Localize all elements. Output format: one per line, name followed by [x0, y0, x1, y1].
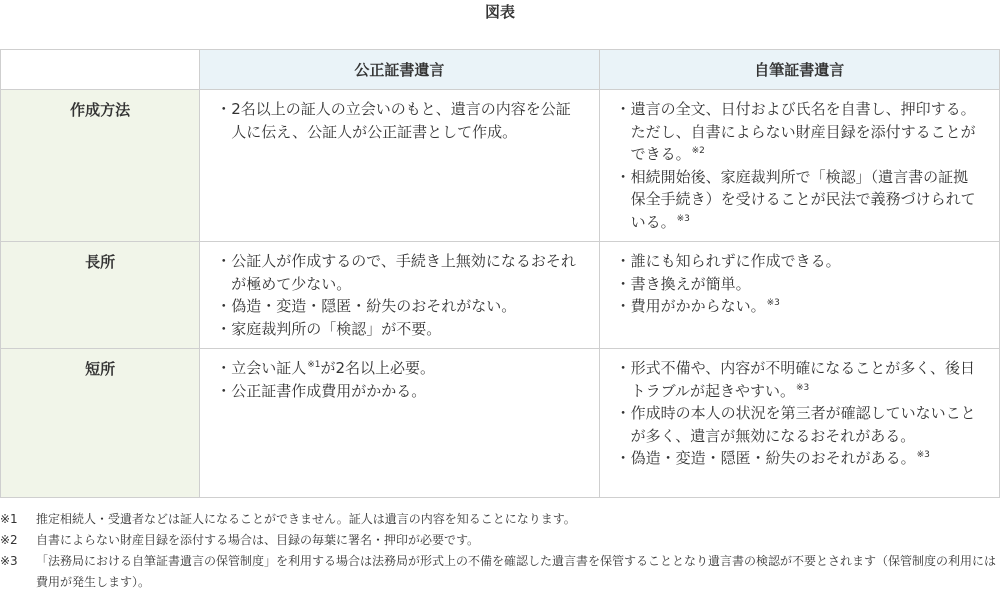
- list-item: ・ 偽造・変造・隠匿・紛失のおそれがない。: [220, 295, 576, 318]
- footnote-ref: ※3: [916, 450, 930, 460]
- comparison-table: [0, 49, 1000, 498]
- header-holographic-will: 自筆証書遺言: [599, 50, 999, 90]
- figure-title: 図表: [484, 3, 515, 21]
- list-item: ・ 家庭裁判所の「検認」が不要。: [220, 318, 576, 341]
- footnotes: [0, 509, 1000, 593]
- cell-method-holographic: [599, 90, 999, 242]
- list-item: ・ 書き換えが簡単。: [620, 273, 977, 296]
- footnote-3: ※3 「法務局における自筆証書遺言の保管制度」を利用する場合は法務局が形式上の不備を確認した遺言書を保管することとなり遺言書の検認が不要とされます（保管制度の利用には費用が発生します）。: [0, 554, 997, 589]
- footnote-ref: ※1: [307, 360, 321, 370]
- row-label-merits: 長所: [1, 242, 200, 349]
- header-row: [1, 50, 1000, 90]
- row-label-method: 作成方法: [1, 90, 200, 242]
- list-item: ・ 費用がかからない。$^{※3}$: [620, 295, 977, 318]
- list-item: ・ 偽造・変造・隠匿・紛失のおそれがある。$^{※3}$: [620, 447, 977, 470]
- list-item: ・ 公正証書作成費用がかかる。: [220, 380, 576, 403]
- list-item: ・ 遺言の全文、日付および氏名を自書し、押印する。ただし、自書によらない財産目録を添付することができる。$^{※2}$: [620, 98, 977, 166]
- cell-merits-holographic: [599, 242, 999, 349]
- table-row-merits: [1, 242, 1000, 349]
- footnote-2: ※2 自書によらない財産目録を添付する場合は、目録の毎葉に署名・押印が必要です。: [0, 533, 480, 547]
- footnote-ref: ※2: [691, 146, 705, 156]
- list-item: ・ 誰にも知られずに作成できる。: [620, 250, 977, 273]
- cell-merits-notary: [200, 242, 599, 349]
- table-row-method: [1, 90, 1000, 242]
- list-item: ・ 2名以上の証人の立会いのもと、遺言の内容を公証人に伝え、公証人が公正証書として作成。: [220, 98, 576, 143]
- footnote-1: ※1 推定相続人・受遺者などは証人になることができません。証人は遺言の内容を知ることになります。: [0, 512, 576, 526]
- cell-method-notary: [200, 90, 599, 242]
- list-item: ・ 立会い証人$^{※1}$が2名以上必要。: [220, 357, 576, 380]
- list-item: ・ 作成時の本人の状況を第三者が確認していないことが多く、遺言が無効になるおそれがある。: [620, 402, 977, 447]
- list-item: ・ 形式不備や、内容が不明確になることが多く、後日トラブルが起きやすい。$^{※3}$: [620, 357, 977, 402]
- list-item: ・ 相続開始後、家庭裁判所で「検認」（遺言書の証拠保全手続き）を受けることが民法で義務づけられている。$^{※3}$: [620, 166, 977, 234]
- header-notary-will: 公正証書遺言: [200, 50, 599, 90]
- list-item: ・ 公証人が作成するので、手続き上無効になるおそれが極めて少ない。: [220, 250, 576, 295]
- row-label-demerits: 短所: [1, 349, 200, 498]
- header-blank-cell: [1, 50, 200, 90]
- table-row-demerits: [1, 349, 1000, 498]
- cell-demerits-holographic: [599, 349, 999, 498]
- footnote-ref: ※3: [676, 213, 690, 224]
- footnote-ref: ※3: [795, 382, 810, 393]
- cell-demerits-notary: [200, 349, 599, 498]
- footnote-ref: ※3: [766, 298, 780, 308]
